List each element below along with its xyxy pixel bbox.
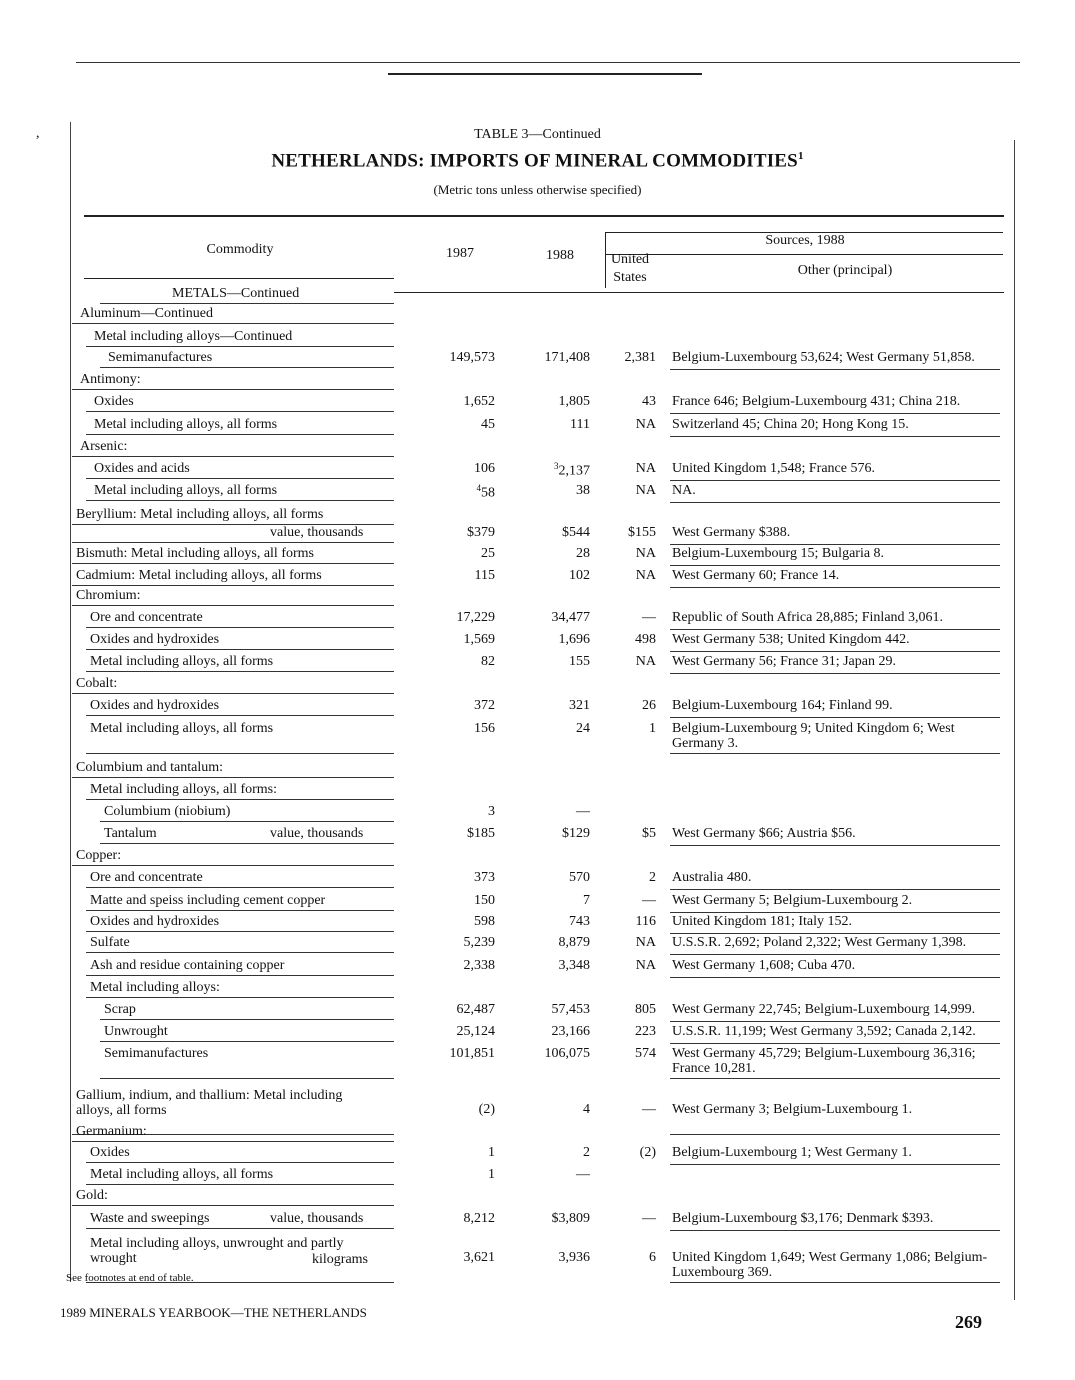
value-1987-text: 3 — [488, 804, 495, 819]
other-sources-cell: United Kingdom 1,649; West Germany 1,086; Belgium-Luxembourg 369. — [672, 1250, 988, 1280]
value-1987-cell — [417, 804, 495, 820]
value-1987-cell — [417, 698, 495, 714]
other-sources-cell: West Germany $66; Austria $56. — [672, 826, 856, 841]
commodity-cell: Arsenic: — [80, 439, 128, 454]
value-1987-cell — [417, 483, 495, 502]
header-states: States — [613, 270, 647, 285]
other-sources-cell: U.S.S.R. 2,692; Poland 2,322; West Germany 1,398. — [672, 935, 967, 950]
row-rule-sources — [670, 629, 1000, 630]
row-rule-sources — [670, 912, 1000, 913]
row-rule-sources — [670, 845, 1000, 846]
row-rule — [86, 1184, 394, 1185]
value-1988-cell — [512, 826, 590, 842]
value-1987-cell — [417, 1024, 495, 1040]
united-states-cell: 574 — [635, 1046, 656, 1061]
unit-cell: value, thousands — [270, 525, 364, 540]
value-1987-cell — [417, 350, 495, 366]
united-states-cell: 1 — [649, 721, 656, 736]
value-1987-cell — [417, 568, 495, 584]
other-sources-cell: West Germany 3; Belgium-Luxembourg 1. — [672, 1102, 913, 1117]
value-1987-text: 17,229 — [456, 610, 495, 625]
commodity-cell: Matte and speiss including cement copper — [90, 893, 326, 908]
value-1987-cell — [417, 935, 495, 951]
value-1988-text: 57,453 — [551, 1002, 590, 1017]
commodity-cell: Metal including alloys, all forms — [90, 721, 274, 736]
header-top-rule — [84, 215, 1004, 217]
united-states-cell: — — [642, 1102, 656, 1117]
value-1988-text: 38 — [576, 483, 590, 498]
value-1988-text: 102 — [569, 568, 590, 583]
value-1987-cell — [417, 826, 495, 842]
united-states-cell: 223 — [635, 1024, 656, 1039]
value-1988-text: 23,166 — [551, 1024, 590, 1039]
value-1988-cell — [512, 461, 590, 480]
row-rule-sources — [670, 369, 1000, 370]
commodity-cell: Metal including alloys, all forms — [94, 483, 278, 498]
row-rule-sources — [670, 954, 1000, 955]
value-1987-text: 3,621 — [463, 1250, 495, 1265]
commodity-cell: Beryllium: Metal including alloys, all forms — [76, 507, 324, 522]
commodity-cell: Aluminum—Continued — [80, 306, 213, 321]
value-1987-text: $185 — [467, 826, 495, 841]
header-commodity: Commodity — [206, 242, 274, 257]
value-1987-text: 598 — [474, 914, 495, 929]
united-states-cell: NA — [635, 461, 656, 476]
page-title — [0, 150, 1075, 172]
commodity-cell: Tantalum — [104, 826, 157, 841]
footnote-ref: 3 — [554, 461, 559, 471]
row-rule — [86, 671, 394, 672]
row-rule — [86, 627, 394, 628]
united-states-cell: (2) — [639, 1145, 656, 1160]
value-1988-text: 3,348 — [558, 958, 590, 973]
value-1987-text: 1,569 — [463, 632, 495, 647]
united-states-cell: — — [642, 893, 656, 908]
other-sources-cell: Switzerland 45; China 20; Hong Kong 15. — [672, 417, 909, 432]
value-1988-cell — [512, 568, 590, 584]
row-rule — [72, 865, 394, 866]
united-states-cell: NA — [635, 568, 656, 583]
commodity-cell: Semimanufactures — [108, 350, 213, 365]
value-1988-text: 111 — [570, 417, 590, 432]
value-1987-text: 45 — [481, 417, 495, 432]
row-rule — [86, 952, 394, 953]
row-rule — [72, 693, 394, 694]
value-1988-text: 2 — [583, 1145, 590, 1160]
header-1988: 1988 — [546, 248, 574, 263]
value-1987-cell — [417, 654, 495, 670]
commodity-cell: Metal including alloys, all forms — [94, 417, 278, 432]
value-1988-text: 106,075 — [544, 1046, 590, 1061]
commodity-cell: Gold: — [76, 1188, 108, 1203]
value-1988-text: 7 — [583, 893, 590, 908]
page-number: 269 — [955, 1312, 982, 1332]
value-1988-text: 321 — [569, 698, 590, 713]
header-other: Other (principal) — [797, 263, 893, 278]
value-1987-text: 1 — [488, 1167, 495, 1182]
value-1987-text: 115 — [474, 568, 495, 583]
row-rule-sources — [670, 717, 1000, 718]
value-1988-cell — [512, 525, 590, 541]
row-rule-sources — [670, 933, 1000, 934]
value-1988-cell — [512, 1002, 590, 1018]
row-rule — [86, 500, 394, 501]
row-rule — [86, 997, 394, 998]
value-1987-cell — [417, 1211, 495, 1227]
value-1987-cell — [417, 721, 495, 737]
value-1987-text: 8,212 — [463, 1211, 495, 1226]
united-states-cell: NA — [635, 546, 656, 561]
commodity-cell: Metal including alloys, all forms — [90, 654, 274, 669]
unit-cell: value, thousands — [270, 826, 364, 841]
commodity-cell: Columbium (niobium) — [104, 804, 231, 819]
united-states-cell: $5 — [642, 826, 656, 841]
value-1988-text: — — [576, 804, 590, 819]
united-states-cell: 26 — [642, 698, 656, 713]
row-rule — [72, 1141, 394, 1142]
other-sources-cell: West Germany 538; United Kingdom 442. — [672, 632, 910, 647]
unit-cell: value, thousands — [270, 1211, 364, 1226]
row-rule-sources — [670, 544, 1000, 545]
united-states-cell: — — [642, 1211, 656, 1226]
row-rule — [72, 563, 394, 564]
subtitle: (Metric tons unless otherwise specified) — [433, 182, 642, 197]
value-1987-text: 101,851 — [449, 1046, 495, 1061]
top-rule-accent — [388, 73, 702, 75]
commodity-cell: Oxides and hydroxides — [90, 698, 220, 713]
value-1988-cell — [512, 1102, 590, 1118]
value-1987-cell — [417, 1002, 495, 1018]
value-1988-text: 24 — [576, 721, 590, 736]
commodity-cell: Cobalt: — [76, 676, 118, 691]
value-1987-text: 372 — [474, 698, 495, 713]
value-1987-text: 82 — [481, 654, 495, 669]
unit-cell: kilograms — [312, 1252, 368, 1267]
other-sources-cell: Australia 480. — [672, 870, 752, 885]
row-rule — [72, 585, 394, 586]
value-1987-text: 156 — [474, 721, 495, 736]
united-states-cell: NA — [635, 654, 656, 669]
footer-title: 1989 MINERALS YEARBOOK—THE NETHERLANDS — [60, 1305, 367, 1320]
table-label: TABLE 3—Continued — [474, 127, 601, 142]
value-1988-cell — [512, 632, 590, 648]
value-1987-text: 149,573 — [449, 350, 495, 365]
other-sources-cell: France 646; Belgium-Luxembourg 431; China 218. — [672, 394, 961, 409]
header-1987: 1987 — [446, 246, 474, 261]
row-rule — [86, 931, 394, 932]
commodity-cell: Unwrought — [104, 1024, 168, 1039]
row-rule-sources — [670, 1043, 1000, 1044]
value-1987-text: (2) — [478, 1102, 495, 1117]
row-rule-sources — [670, 436, 1000, 437]
row-rule-sources — [670, 753, 1000, 754]
row-rule-sources — [670, 502, 1000, 503]
value-1987-cell — [417, 632, 495, 648]
commodity-cell: Semimanufactures — [104, 1046, 209, 1061]
value-1987-text: 58 — [481, 485, 495, 501]
row-rule — [86, 975, 394, 976]
commodity-cell: Oxides and hydroxides — [90, 914, 220, 929]
united-states-cell: $155 — [628, 525, 656, 540]
value-1988-cell — [512, 893, 590, 909]
value-1988-text: $544 — [562, 525, 590, 540]
row-rule-sources — [670, 1230, 1000, 1231]
value-1988-text: 743 — [569, 914, 590, 929]
row-rule — [100, 303, 394, 304]
other-sources-cell: West Germany 60; France 14. — [672, 568, 840, 583]
value-1988-text: — — [576, 1167, 590, 1182]
row-rule-sources — [670, 1021, 1000, 1022]
other-sources-cell: West Germany $388. — [672, 525, 791, 540]
value-1988-cell — [512, 546, 590, 562]
commodity-cell: Ash and residue containing copper — [90, 958, 285, 973]
united-states-cell: NA — [635, 958, 656, 973]
united-states-cell: 2,381 — [624, 350, 656, 365]
commodity-cell: Antimony: — [80, 372, 141, 387]
value-1988-text: 34,477 — [551, 610, 590, 625]
value-1988-cell — [512, 483, 590, 499]
other-sources-cell: West Germany 45,729; Belgium-Luxembourg 36,316; France 10,281. — [672, 1046, 976, 1076]
commodity-cell: Sulfate — [90, 935, 130, 950]
value-1988-text: 1,696 — [558, 632, 590, 647]
value-1988-text: 4 — [583, 1102, 590, 1117]
value-1987-cell — [417, 394, 495, 410]
row-rule-sources — [670, 1164, 1000, 1165]
commodity-cell: Chromium: — [76, 588, 141, 603]
row-rule — [86, 715, 394, 716]
commodity-cell: Oxides and hydroxides — [90, 632, 220, 647]
value-1988-cell — [512, 935, 590, 951]
value-1988-cell — [512, 721, 590, 737]
value-1988-cell — [512, 1167, 590, 1183]
row-rule — [72, 605, 394, 606]
row-rule — [72, 1205, 394, 1206]
value-1987-text: $379 — [467, 525, 495, 540]
commodity-cell: Metal including alloys, all forms — [90, 1167, 274, 1182]
title-footnote: 1 — [797, 150, 804, 162]
value-1987-cell — [417, 893, 495, 909]
value-1987-cell — [417, 914, 495, 930]
commodity-cell: Ore and concentrate — [90, 610, 203, 625]
united-states-cell: 2 — [649, 870, 656, 885]
value-1987-cell — [417, 1145, 495, 1161]
row-rule — [100, 843, 394, 844]
united-states-cell: 116 — [635, 914, 656, 929]
commodity-cell: Gallium, indium, and thallium: Metal including alloys, all forms — [76, 1088, 343, 1118]
value-1988-text: $3,809 — [551, 1211, 590, 1226]
row-rule-sources — [670, 673, 1000, 674]
value-1987-cell — [417, 610, 495, 626]
value-1987-text: 1 — [488, 1145, 495, 1160]
row-rule-sources — [670, 413, 1000, 414]
commodity-cell: Cadmium: Metal including alloys, all forms — [76, 568, 322, 583]
row-rule-sources — [670, 1282, 1000, 1283]
row-rule — [86, 649, 394, 650]
value-1988-text: $129 — [562, 826, 590, 841]
row-rule-sources — [670, 977, 1000, 978]
commodity-cell: METALS—Continued — [172, 286, 300, 301]
value-1988-cell — [512, 417, 590, 433]
row-rule — [72, 777, 394, 778]
row-rule-sources — [670, 651, 1000, 652]
value-1988-text: 570 — [569, 870, 590, 885]
other-sources-cell: West Germany 1,608; Cuba 470. — [672, 958, 856, 973]
value-1988-cell — [512, 804, 590, 820]
united-states-cell: 43 — [642, 394, 656, 409]
value-1987-text: 62,487 — [456, 1002, 495, 1017]
other-sources-cell: West Germany 22,745; Belgium-Luxembourg 14,999. — [672, 1002, 976, 1017]
other-sources-cell: United Kingdom 1,548; France 576. — [672, 461, 875, 476]
value-1987-text: 25 — [481, 546, 495, 561]
value-1987-text: 2,338 — [463, 958, 495, 973]
value-1988-cell — [512, 1250, 590, 1266]
row-rule — [72, 323, 394, 324]
row-rule-sources — [670, 889, 1000, 890]
value-1987-text: 25,124 — [456, 1024, 495, 1039]
row-rule — [72, 389, 394, 390]
other-sources-cell: Belgium-Luxembourg 1; West Germany 1. — [672, 1145, 912, 1160]
row-rule — [86, 1228, 394, 1229]
value-1988-cell — [512, 350, 590, 366]
value-1988-text: 8,879 — [558, 935, 590, 950]
row-rule — [100, 1041, 394, 1042]
value-1988-cell — [512, 914, 590, 930]
row-rule-sources — [670, 587, 1000, 588]
commodity-cell: Columbium and tantalum: — [76, 760, 223, 775]
value-1988-cell — [512, 958, 590, 974]
commodity-cell: Bismuth: Metal including alloys, all forms — [76, 546, 314, 561]
row-rule — [72, 456, 394, 457]
margin-mark: , — [36, 126, 40, 141]
left-margin-rule — [70, 122, 71, 1282]
commodity-header-rule — [84, 278, 394, 279]
value-1987-text: 373 — [474, 870, 495, 885]
commodity-cell: Oxides and acids — [94, 461, 190, 476]
other-sources-cell: West Germany 5; Belgium-Luxembourg 2. — [672, 893, 913, 908]
row-rule — [86, 346, 394, 347]
value-1987-text: 5,239 — [463, 935, 495, 950]
row-rule — [72, 542, 394, 543]
commodity-cell: Germanium: — [76, 1124, 147, 1139]
value-1988-cell — [512, 1145, 590, 1161]
value-1987-cell — [417, 1046, 495, 1062]
value-1987-cell — [417, 417, 495, 433]
other-sources-cell: Belgium-Luxembourg 15; Bulgaria 8. — [672, 546, 885, 561]
value-1987-text: 150 — [474, 893, 495, 908]
row-rule-sources — [670, 565, 1000, 566]
value-1987-cell — [417, 958, 495, 974]
other-sources-cell: United Kingdom 181; Italy 152. — [672, 914, 853, 929]
value-1988-cell — [512, 698, 590, 714]
other-sources-cell: Belgium-Luxembourg $3,176; Denmark $393. — [672, 1211, 934, 1226]
united-states-cell: 6 — [649, 1250, 656, 1265]
other-sources-cell: U.S.S.R. 11,199; West Germany 3,592; Canada 2,142. — [672, 1024, 976, 1039]
row-rule-sources — [670, 1134, 1000, 1135]
commodity-cell: Ore and concentrate — [90, 870, 203, 885]
commodity-cell: Metal including alloys, unwrought and partly wrought — [90, 1236, 344, 1266]
title-text: NETHERLANDS: IMPORTS OF MINERAL COMMODITIES — [271, 150, 798, 172]
row-rule — [86, 799, 394, 800]
top-rule — [76, 62, 1020, 63]
united-states-cell: NA — [635, 483, 656, 498]
header-sources: Sources, 1988 — [765, 233, 845, 248]
value-1988-cell — [512, 394, 590, 410]
row-rule — [86, 887, 394, 888]
value-1988-text: 171,408 — [544, 350, 590, 365]
other-sources-cell: Belgium-Luxembourg 164; Finland 99. — [672, 698, 893, 713]
value-1987-cell — [417, 1102, 495, 1118]
value-1988-text: 1,805 — [558, 394, 590, 409]
row-rule — [100, 1019, 394, 1020]
commodity-cell: Waste and sweepings — [90, 1211, 210, 1226]
commodity-cell: Metal including alloys: — [90, 980, 220, 995]
footnote-ref: 4 — [476, 483, 481, 493]
united-states-cell: — — [642, 610, 656, 625]
row-rule — [86, 434, 394, 435]
commodity-cell: Scrap — [104, 1002, 136, 1017]
value-1988-cell — [512, 1046, 590, 1062]
row-rule — [100, 1078, 394, 1079]
value-1988-cell — [512, 610, 590, 626]
united-states-cell: 498 — [635, 632, 656, 647]
other-sources-cell: Belgium-Luxembourg 9; United Kingdom 6; West Germany 3. — [672, 721, 955, 751]
value-1988-cell — [512, 1024, 590, 1040]
value-1987-cell — [417, 461, 495, 477]
row-rule — [86, 1162, 394, 1163]
commodity-cell: Metal including alloys, all forms: — [90, 782, 278, 797]
value-1987-cell — [417, 870, 495, 886]
row-rule — [100, 367, 394, 368]
other-sources-cell: West Germany 56; France 31; Japan 29. — [672, 654, 896, 669]
value-1987-cell — [417, 525, 495, 541]
value-1987-cell — [417, 1167, 495, 1183]
commodity-cell: Copper: — [76, 848, 122, 863]
value-1988-cell — [512, 1211, 590, 1227]
united-states-cell: NA — [635, 417, 656, 432]
value-1987-text: 1,652 — [463, 394, 495, 409]
united-states-cell: NA — [635, 935, 656, 950]
commodity-cell: Metal including alloys—Continued — [94, 329, 293, 344]
right-margin-rule — [1014, 140, 1015, 1300]
value-1987-cell — [417, 546, 495, 562]
row-rule-sources — [670, 480, 1000, 481]
other-sources-cell: Republic of South Africa 28,885; Finland 3,061. — [672, 610, 944, 625]
value-1988-text: 155 — [569, 654, 590, 669]
other-sources-cell: Belgium-Luxembourg 53,624; West Germany 51,858. — [672, 350, 975, 365]
row-rule — [100, 821, 394, 822]
header-united: United — [610, 252, 650, 267]
row-rule — [86, 753, 394, 754]
value-1987-cell — [417, 1250, 495, 1266]
row-rule — [86, 411, 394, 412]
row-rule — [86, 910, 394, 911]
united-states-cell: 805 — [635, 1002, 656, 1017]
value-1988-text: 3,936 — [558, 1250, 590, 1265]
commodity-cell: Oxides — [90, 1145, 130, 1160]
value-1988-cell — [512, 870, 590, 886]
row-rule-sources — [670, 1078, 1000, 1079]
row-rule — [86, 478, 394, 479]
value-1987-text: 106 — [474, 461, 495, 476]
other-sources-cell: NA. — [672, 483, 696, 498]
sources-mid-rule — [605, 254, 1003, 255]
value-1988-cell — [512, 654, 590, 670]
value-1988-text: 2,137 — [558, 463, 590, 479]
value-1988-text: 28 — [576, 546, 590, 561]
commodity-cell: Oxides — [94, 394, 134, 409]
footnote: See footnotes at end of table. — [66, 1272, 194, 1284]
